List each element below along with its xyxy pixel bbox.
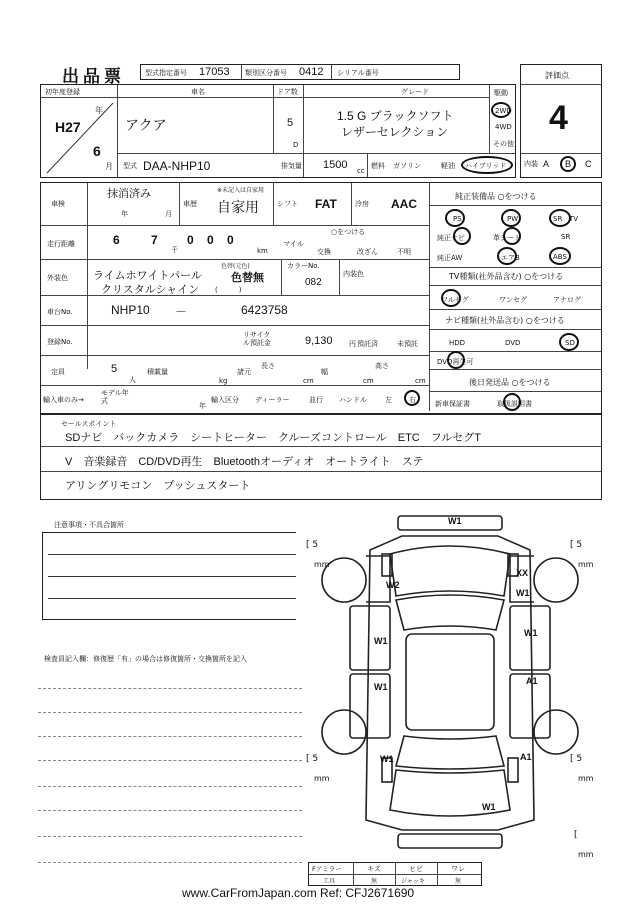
- damage-right-rear-fender: A1: [520, 752, 532, 762]
- dims-length-cm: cm: [303, 377, 314, 385]
- equip-tv: TV: [569, 215, 579, 223]
- chassis-dash: －: [175, 305, 188, 319]
- color-label: 外装色: [47, 274, 68, 282]
- aftermarket-manual-circle: [503, 393, 521, 411]
- interior-label: 内装: [524, 160, 538, 168]
- ac-value: AAC: [391, 197, 417, 211]
- legend-jack: ジャッキ: [401, 878, 425, 885]
- equip-pw-circle: [501, 209, 521, 227]
- damage-rear-bumper: W1: [482, 802, 496, 812]
- equip-ps: PS: [453, 215, 462, 223]
- color-paren: ( ): [215, 286, 242, 294]
- damage-right-front-door: W1: [524, 628, 538, 638]
- equip-navi-circle: [453, 227, 471, 245]
- equip-navi: 純正ナビ: [437, 234, 465, 242]
- grade-line2: レザーセレクション: [341, 125, 449, 139]
- tv-fullseg: フルセグ: [441, 296, 469, 304]
- navi-dvd-play-circle: [447, 351, 465, 369]
- interior-b: B: [565, 159, 572, 169]
- model-value: DAA-NHP10: [143, 159, 211, 173]
- mileage-digit-2: 7: [151, 233, 158, 247]
- equip-tv-circle: [549, 209, 571, 227]
- sales-points-label: セールスポイント: [61, 420, 117, 428]
- doors-value: 5: [287, 117, 294, 129]
- displacement-label: 排気量: [281, 162, 302, 170]
- navi-sd: SD: [565, 339, 575, 347]
- equip-airbag: エアB: [501, 254, 520, 262]
- color-code-label: カラーNo.: [287, 262, 320, 270]
- inspection-month: 月: [165, 210, 172, 218]
- capacity-label: 定員: [51, 368, 65, 376]
- chassis-label: 車台No.: [47, 308, 73, 316]
- legend-crack: ヒビ: [409, 865, 423, 873]
- aftermarket-warranty: 新車保証書: [435, 400, 470, 408]
- model-designation-label: 型式指定番号: [145, 69, 187, 77]
- dims-height: 高さ: [375, 362, 389, 370]
- tread-rl-value: 5: [312, 754, 319, 764]
- equip-sr: SR: [561, 233, 571, 241]
- damage-front-right-fender: XX: [516, 568, 529, 578]
- year-era: H27: [55, 119, 81, 135]
- recycle-unit: 円: [349, 340, 356, 348]
- legend-dent: ワレ: [451, 865, 465, 873]
- mileage-opt2: 改ざん: [357, 248, 378, 256]
- aftermarket-manual: 取扱説明書: [497, 400, 532, 408]
- equipment-title: 純正装備品 ○をつける: [455, 192, 537, 201]
- tv-oneseg: ワンセグ: [499, 296, 527, 304]
- inspector-title: 検査員記入欄：修復歴「有」の場合は修復箇所・交換箇所を記入: [44, 655, 247, 663]
- sales-line1: SDナビ バックカメラ シートヒーター クルーズコントロール ETC フルセグT: [65, 432, 482, 444]
- handle-left: 左: [385, 396, 392, 404]
- damage-left-front-door: W1: [374, 636, 388, 646]
- fuel-gas: ガソリン: [393, 162, 421, 170]
- model-label: 型式: [123, 162, 137, 170]
- tread-spare-unit: mm: [578, 850, 594, 859]
- equip-airbag-circle: [497, 247, 517, 265]
- interior-a: A: [543, 159, 550, 169]
- month-value: 6: [93, 143, 101, 159]
- import-dealer: ディーラー: [255, 396, 290, 404]
- footer-ref[interactable]: www.CarFromJapan.com Ref: CFJ2671690: [182, 886, 415, 900]
- year-unit: 年: [95, 106, 103, 115]
- interior-c: C: [585, 159, 592, 169]
- equip-abs-circle: [549, 247, 571, 265]
- tread-fl-unit: mm: [314, 560, 330, 569]
- aftermarket-title: 後日発送品 ○をつける: [469, 378, 551, 387]
- handle-right: 右: [409, 396, 416, 404]
- notes-title: 注意事項・不具合箇所: [54, 521, 124, 529]
- recycle-unpaid: 未預託: [397, 340, 418, 348]
- load-unit: kg: [219, 377, 228, 385]
- shift-label: シフト: [277, 200, 298, 208]
- drive-other: その他: [493, 140, 514, 148]
- navi-type-title: ナビ種類(社外品含む) ○をつける: [445, 316, 565, 325]
- registration-label: 登録No.: [47, 338, 73, 346]
- equip-ps-circle: [445, 209, 465, 227]
- fuel-label: 燃料: [371, 162, 385, 170]
- color-change-value: 色替無: [231, 272, 264, 284]
- page-title: 出品票: [62, 67, 125, 87]
- recycle-label: リサイクル預託金: [243, 331, 271, 347]
- detail-block: [40, 182, 602, 414]
- category-value: 0412: [299, 66, 324, 78]
- car-diagram: [320, 510, 583, 856]
- mileage-digit-1: 6: [113, 233, 120, 247]
- dims-width-cm: cm: [363, 377, 374, 385]
- mileage-unit: km: [257, 247, 268, 255]
- navi-sd-circle: [559, 333, 579, 351]
- import-label: 輸入車のみ→: [43, 396, 84, 404]
- tv-fullseg-circle: [441, 289, 461, 307]
- inspection-label: 車検: [51, 200, 65, 208]
- fuel-diesel: 軽油: [441, 162, 455, 170]
- car-name: アクア: [125, 117, 167, 133]
- tread-fr-unit: mm: [578, 560, 594, 569]
- mileage-label: 走行距離: [47, 240, 75, 248]
- interior-color-label: 内装色: [343, 270, 364, 278]
- ac-label: 冷房: [355, 200, 369, 208]
- legend-fa: Fアミラー: [312, 865, 342, 873]
- legend-table: [308, 862, 482, 886]
- mileage-digit-5: 0: [227, 233, 234, 247]
- import-parallel: 並行: [309, 396, 323, 404]
- month-unit: 月: [105, 162, 113, 171]
- model-year-label: モデル年式: [101, 389, 129, 405]
- dims-height-cm: cm: [415, 377, 426, 385]
- doors-sub: D: [293, 141, 299, 149]
- displacement-value: 1500: [323, 159, 348, 171]
- damage-left-rear-fender: W1: [380, 754, 394, 764]
- mile-label: マイル: [283, 240, 304, 248]
- shift-value: FAT: [315, 197, 337, 211]
- chassis-number: 6423758: [241, 303, 288, 317]
- score-value: 4: [549, 99, 568, 137]
- mileage-digit-4: 0: [207, 233, 214, 247]
- equip-pw: PW: [507, 215, 519, 223]
- tread-rr-value: 5: [576, 754, 583, 764]
- damage-front-bumper: W1: [448, 516, 462, 526]
- dims-width: 幅: [321, 368, 328, 376]
- legend-none1: 無: [371, 878, 378, 885]
- tread-spare: [: [574, 830, 578, 840]
- drive-2wd: 2WD: [495, 107, 512, 115]
- import-class-label: 輸入区分: [211, 396, 239, 404]
- sales-line3: アリングリモコン プッシュスタート: [65, 480, 251, 492]
- score-box: [520, 64, 602, 178]
- history-value: 自家用: [217, 199, 259, 215]
- inspection-year: 年: [121, 210, 128, 218]
- color-change-label: 色替(元色): [221, 263, 250, 270]
- equip-leather: 革シート: [493, 234, 521, 242]
- mileage-digit-3: 0: [187, 233, 194, 247]
- doors-label: ドア数: [277, 88, 298, 96]
- navi-dvd-play: DVD再生可: [437, 358, 474, 366]
- damage-front-right-wheel: W1: [516, 588, 530, 598]
- tread-rear-left: [ 5: [306, 754, 319, 764]
- capacity-unit: 人: [129, 376, 136, 384]
- legend-glass: 工具: [323, 878, 336, 885]
- tv-analog: アナログ: [553, 296, 581, 304]
- recycle-paid: 預託済: [357, 340, 378, 348]
- model-designation-value: 17053: [199, 66, 230, 78]
- equip-aw: 純正AW: [437, 254, 463, 262]
- color-name2: クリスタルシャイン: [101, 284, 200, 296]
- damage-right-rear-door: A1: [526, 676, 538, 686]
- model-designation-row: [140, 64, 460, 80]
- tread-fr-value: 5: [576, 540, 583, 550]
- category-label: 類別区分番号: [245, 69, 287, 77]
- inspection-value: 抹消済み: [107, 188, 151, 200]
- dims-label: 諸元: [237, 368, 251, 376]
- history-note: ※未記入は自家用: [217, 187, 265, 194]
- equip-leather-circle: [503, 227, 521, 245]
- drive-4wd: 4WD: [495, 123, 512, 131]
- drive-2wd-circle: [491, 102, 511, 118]
- vehicle-block: [40, 84, 516, 178]
- serial-label: シリアル番号: [337, 69, 379, 77]
- tread-rl-unit: mm: [314, 774, 330, 783]
- damage-left-rear-door: W1: [374, 682, 388, 692]
- interior-b-circle: [560, 156, 576, 172]
- mileage-options-title: ○をつける: [331, 228, 366, 236]
- displacement-unit: cc: [357, 167, 365, 175]
- equip-sr-top: SR: [553, 215, 563, 223]
- drive-label: 駆動: [494, 89, 508, 97]
- car-name-label: 車名: [191, 88, 205, 96]
- color-code-value: 082: [305, 277, 322, 288]
- tread-rear-right: [ 5: [570, 754, 583, 764]
- mileage-opt1: 交換: [317, 248, 331, 256]
- grade-label: グレード: [401, 88, 429, 96]
- first-reg-label: 初年度登録: [45, 88, 80, 96]
- legend-scratch: キズ: [367, 865, 381, 873]
- mileage-thousand: 千: [171, 246, 178, 254]
- model-year-unit: 年: [199, 402, 206, 410]
- recycle-value: 9,130: [305, 335, 333, 347]
- tv-type-title: TV種類(社外品含む) ○をつける: [449, 272, 564, 281]
- grade-line1: 1.5 G ブラックソフト: [337, 109, 454, 123]
- history-label: 車歴: [183, 200, 197, 208]
- color-name1: ライムホワイトパール: [93, 270, 202, 282]
- fuel-hybrid: ハイブリッド: [465, 162, 507, 170]
- handle-label: ハンドル: [339, 396, 367, 404]
- legend-none2: 無: [455, 878, 462, 885]
- navi-hdd: HDD: [449, 339, 466, 347]
- equip-abs: ABS: [553, 253, 567, 261]
- capacity-value: 5: [111, 363, 118, 375]
- load-label: 積載量: [147, 368, 168, 376]
- damage-front-left-fender: W2: [386, 580, 400, 590]
- navi-dvd: DVD: [505, 339, 521, 347]
- sales-points-box: [40, 414, 602, 500]
- handle-right-circle: [404, 390, 420, 406]
- mileage-opt3: 不明: [397, 248, 411, 256]
- dims-length: 長さ: [261, 362, 275, 370]
- tread-rr-unit: mm: [578, 774, 594, 783]
- fuel-hybrid-circle: [461, 156, 513, 174]
- tread-front-right: [ 5: [570, 540, 583, 550]
- sales-line2: V 音楽録音 CD/DVD再生 Bluetoothオーディオ オートライト ステ: [65, 456, 424, 468]
- score-label: 評価点: [545, 71, 569, 80]
- tread-fl-value: 5: [312, 540, 319, 550]
- tread-front-left: [ 5: [306, 540, 319, 550]
- chassis-model: NHP10: [111, 303, 150, 317]
